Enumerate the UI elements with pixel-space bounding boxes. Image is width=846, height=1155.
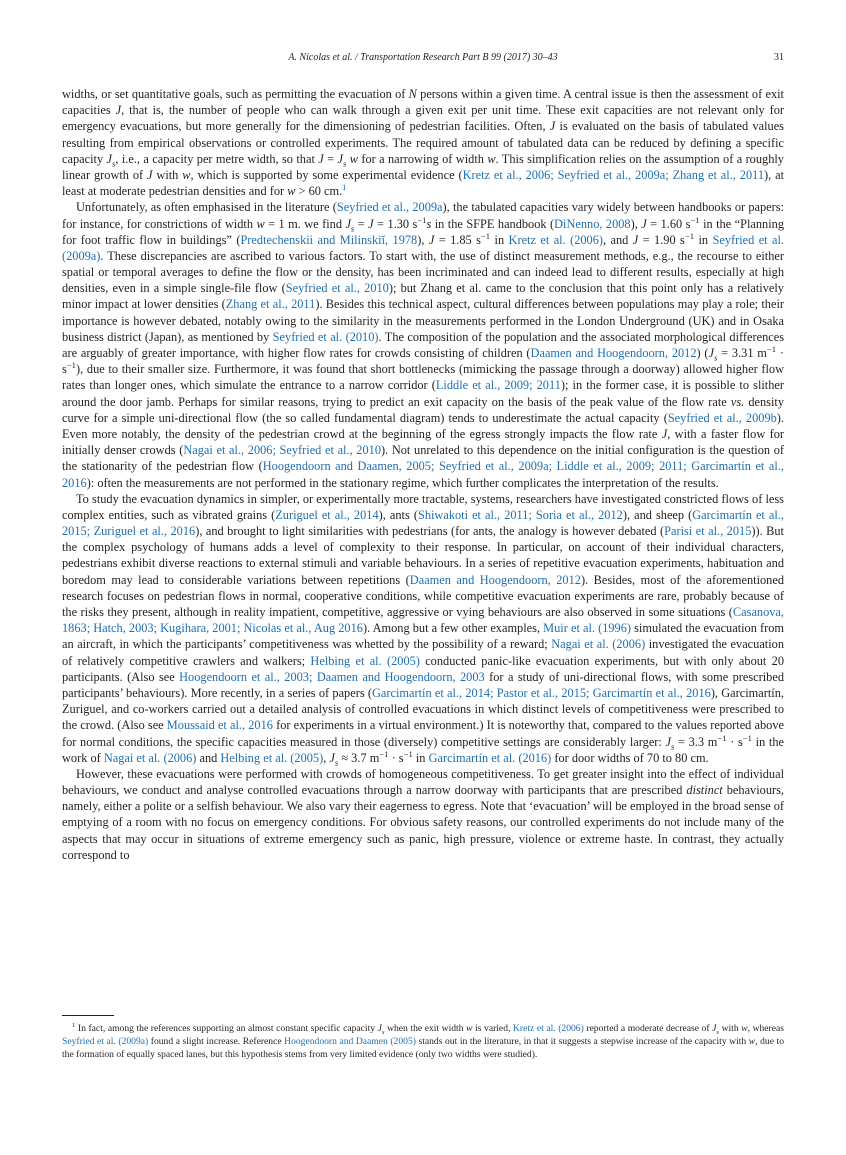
text-run: · s [62,346,784,377]
citation-link[interactable]: Helbing et al. (2005) [310,653,420,668]
text-run: ), and brought to light similarities with pedestrians (for ants, the analogy is however debated ( [195,524,665,539]
text-run: = 3.31 m [717,346,767,360]
text-run: . The composition of the population and the associated morphological differences are arguably of greater importance, with higher flow rates for crowds consisting of children ( [62,329,784,360]
italic-text: J [665,734,671,749]
text-run: ). Besides, most of the aforementioned research focuses on pedestrian flows in normal, cooperative conditions, while competitive evacuation experiments are rare, probably because of the risks they present, although in reality impatient, competitive, aggressive or vying behaviours are also observed in some situations ( [62,572,785,619]
superscript: −1 [717,732,727,743]
citation-link[interactable]: Seyfried et al. (2009a) [62,232,785,263]
italic-text: J [712,1023,717,1034]
italic-text: w [256,216,265,231]
text-run: ); but Zhang et al. came to the conclusion that this point only has a relatively minor impact at lower densities ( [62,281,784,312]
citation-link[interactable]: Daamen and Hoogendoorn, 2012 [409,572,581,587]
italic-text: J [632,232,639,247]
citation-link[interactable]: Daamen and Hoogendoorn, 2012 [530,346,697,360]
italic-text: s [334,757,339,768]
italic-text: s [670,740,675,751]
italic-text: s [350,222,355,233]
text-run: = 1.60 s [646,216,691,231]
paragraph [62,766,784,863]
citation-link[interactable]: Garcimartín et al., 2014; Pastor et al., 2015; Garcimartín et al., 2016 [372,685,711,700]
page-number: 31 [774,52,784,63]
text-run: in [694,232,713,247]
text-run: ). Even more notably, the density of the pedestrian crowd at the beginning of the egress strongly impacts the flow rate [62,410,784,441]
citation-link[interactable]: Hoogendoorn and Daamen (2005) [284,1036,416,1048]
text-run: for a narrowing of width [357,151,488,166]
paragraph [62,491,784,766]
superscript: −1 [66,360,76,371]
text-run: ), [417,232,429,247]
footnote-1 [62,1022,784,1061]
italic-text: J [337,151,343,166]
superscript: −1 [480,230,491,241]
citation-link[interactable]: Helbing et al. (2005) [220,750,324,765]
paragraph [62,199,784,490]
text-run: reported a moderate decrease of [583,1023,713,1034]
italic-text: w [182,167,191,182]
text-run: ), the tabulated capacities vary widely between handbooks or papers: for instance, for constrictions of width [62,200,785,231]
text-run: = 1.30 s [373,216,418,231]
text-run: = 1 m. we find [264,216,346,231]
text-run: ), [630,216,642,231]
citation-link[interactable]: Muir et al. (1996) [543,621,632,636]
text-run: ): often the measurements are not performed in the stationary regime, which further complicates the interpretation of the results. [86,475,719,490]
footnote-divider [62,1015,114,1016]
text-run: conducted panic-like evacuation experiments, but with only about 20 participants. (Also see [62,653,784,684]
italic-text: s [112,158,116,169]
text-run: ), and sheep ( [622,507,693,522]
citation-link[interactable]: Zhang et al., 2011 [225,297,316,312]
citation-link[interactable]: Shiwakoti et al., 2011; Soria et al., 2012 [417,507,623,522]
italic-text: distinct [686,783,723,798]
text-run: in the SFPE handbook ( [431,216,555,231]
text-run: in the work of [62,734,784,765]
italic-text: w [349,151,358,166]
text-run: ). Among but a few other examples, [362,621,544,636]
text-run: To study the evacuation dynamics in simpler, or experimentally more tractable, systems, researchers have investigated constricted flows of less complex entities, such as vibrated grains ( [62,491,784,522]
text-run: behaviours, namely, either a polite or a selfish behaviour. We also vary their eagerness to egress. Note that ‘evacuation’ will be employed in the broad sense of emptying of a room with no focus on emergency conditions. For obvious safety reasons, our controlled experiments do not include many of the aspects that may occur in situations of extreme emergency such as panic, high pressure, violence or extreme haste. In contrast, they actually correspond to [62,783,784,862]
paragraph [62,86,784,199]
citation-link[interactable]: Nagai et al. (2006) [103,750,197,765]
text-run: for experiments in a virtual environment.) It is noteworthy that, compared to the values reported above for normal conditions, the specific capacities measured in those (diversely) competitive settings are considerably larger: [62,718,784,749]
text-run: in [412,750,429,765]
superscript: −1 [684,230,695,241]
italic-text: w [487,151,496,166]
italic-text: s [714,352,718,363]
text-run: ), Garcimartín, Zuriguel, and co-workers carried out a detailed analysis of controlled evacuations in which distinct levels of competitiveness were prescribed to the crowd. (Also see [62,685,784,733]
text-run: , that is, the number of people who can walk through a given exit per unit time. These exit capacities are not relevant only for emergency evacuations, but more generally for the dimensioning of pedestrian facilities. Often, [62,103,785,134]
text-run: · s [726,734,743,749]
text-run: simulated the evacuation from an aircraft, in which the participants’ competitiveness was whetted by the possibility of a reward; [62,621,785,652]
text-run: stands out in the literature, in that it suggests a stepwise increase of the capacity with [415,1036,749,1048]
italic-text: vs. [730,394,745,409]
citation-link[interactable] [342,182,346,192]
italic-text: s [716,1028,719,1036]
text-run: , due to the formation of equally spaced lanes, but this hypothesis stems from very limited evidence (only two widths were studied). [62,1036,784,1061]
italic-text: s [381,1028,385,1036]
text-run: = 1.90 s [638,232,685,247]
text-run: , and [603,232,633,247]
text-run: )). But the complex psychology of humans adds a level of complexity to their response. In particular, on account of their individual characters, pedestrians exhibit diverse reactions to external stimuli and variable behaviours. In a series of repetitive evacuation experiments, habituation and boredom may lead to considerable variations between repetitions ( [62,524,784,587]
citation-link[interactable]: Seyfried et al., 2009a [336,200,443,215]
text-run: ), ants ( [378,507,418,522]
text-run: ). Besides this technical aspect, cultural differences between populations may play a role; their importance is however debated, notably owing to the similarity in the measurements performed in the London Underground (UK) and in Osaka business district (Japan), as mentioned by [62,297,784,344]
text-run: ) ( [696,346,709,360]
text-run: with [152,167,183,182]
text-run: is varied, [472,1023,513,1034]
superscript: 1 [72,1021,76,1029]
italic-text: J [318,151,324,166]
citation-link[interactable]: Seyfried et al. (2009a) [62,1036,149,1048]
citation-link[interactable]: Seyfried et al., 2010 [285,281,389,296]
running-header [62,52,784,68]
text-run: and [196,750,221,765]
text-run: with [719,1023,742,1034]
citation-link[interactable]: Garcimartín et al., 2015; Zuriguel et al., 2016 [62,507,784,539]
text-run: widths, or set quantitative goals, such as permitting the evacuation of [62,87,409,101]
citation-link[interactable]: Garcimartín et al. (2016) [428,750,552,765]
citation-link[interactable]: Moussaid et al., 2016 [166,718,273,733]
text-run: Unfortunately, as often emphasised in the literature ( [76,200,337,215]
text-run: > 60 cm. [295,184,343,199]
text-run: However, these evacuations were performed with crowds of homogeneous competitiveness. To get greater insight into the effect of individual behaviours, we conduct and analyse controlled evacuations through a narrow doorway with participants that are prescribed [62,766,784,798]
citation-link[interactable]: Parisi et al., 2015 [664,524,752,539]
italic-text: J [368,216,374,231]
italic-text: J [708,346,715,360]
text-run: investigated the evacuation of relatively competitive crawlers and walkers; [62,637,785,668]
citation-link[interactable]: Kretz et al. (2006) [508,232,604,247]
italic-text: J [106,151,112,166]
text-run: for door widths of 70 to 80 cm. [551,750,709,765]
italic-text: w [748,1036,756,1048]
text-run: ), at least at moderate pedestrian densities and for [62,167,785,199]
italic-text: s [342,158,347,169]
italic-text: J [115,103,122,118]
text-run: is evaluated on the basis of tabulated values resulting from empirical observations or controlled experiments. The required amount of tabulated data can be reduced by defining a specific capacity [62,119,784,166]
italic-text: J [661,426,668,441]
text-run: = [323,151,338,166]
text-run: in the “Planning for foot traffic flow in buildings” ( [62,216,784,247]
text-run: , which is supported by some experimental evidence ( [190,167,463,182]
text-run: · s [388,750,404,765]
text-run: ); in the former case, it is possible to slither around the door jamb. Perhaps for similar reasons, trying to predict an exit capacity on the basis of the peak value of the flow rate [62,378,784,409]
citation-link[interactable]: Liddle et al., 2009; 2011 [435,378,561,393]
citation-link[interactable]: Seyfried et al., 2009b [667,410,777,425]
italic-text: J [329,750,335,765]
text-run: when the exit width [384,1023,467,1034]
italic-text: s [426,216,432,231]
text-run: In fact, among the references supporting an almost constant specific capacity [75,1023,378,1034]
citation-link[interactable]: Hoogendoorn et al., 2003; Daamen and Hoogendoorn, 2003 [179,669,485,684]
text-run: ), due to their smaller size. Furthermore, it was found that short bottlenecks (mimicking the passage through a doorway) allowed higher flow rates than longer ones, which simulate the entrance to a narrow corridor ( [62,362,784,393]
text-run: , with a faster flow for initially denser crowds ( [62,426,784,458]
superscript: −1 [742,732,752,743]
citation-link[interactable]: 1 [342,182,347,193]
superscript: −1 [403,748,413,759]
citation-link[interactable]: Kretz et al. (2006) [512,1023,584,1034]
article-body [62,86,784,863]
citation-link[interactable]: Predtechenskii and Milinskiĭ, 1978 [240,232,418,247]
text-run: persons within a given time. A central issue is then the assessment of exit capacities [62,87,784,118]
italic-text: N [408,87,417,101]
superscript: −1 [417,214,427,225]
citation-link[interactable]: Seyfried et al. (2010) [272,329,379,344]
italic-text: J [377,1023,382,1034]
text-run: ≈ 3.7 m [338,750,380,765]
text-run: for a study of uni-directional flows, with some prescribed participants’ behaviours). More recently, in a series of papers ( [62,669,785,700]
text-run: = 3.3 m [674,734,718,749]
text-run: , [323,750,330,765]
citation-link[interactable]: Kretz et al., 2006; Seyfried et al., 2009a; Zhang et al., 2011 [462,167,765,182]
italic-text: J [549,119,556,134]
italic-text: w [287,184,296,199]
italic-text: J [641,216,647,231]
italic-text: J [147,167,153,182]
text-run: = [354,216,369,231]
superscript: −1 [379,748,389,759]
text-run: , whereas [747,1023,785,1034]
citation-link[interactable]: Casanova, 1863; Hatch, 2003; Kugihara, 2001; Nicolas et al., Aug 2016 [62,605,784,636]
superscript: −1 [690,214,700,225]
text-run: . These discrepancies are ascribed to various factors. To start with, the use of distinct measurement methods, e.g., the recourse to either spatial or temporal averages to define the flow or the density, has been incriminated and can indeed lead to different results, especially at high densities, even in a simple single-file flow ( [62,248,784,296]
citation-link[interactable]: Nagai et al. (2006) [551,637,646,652]
text-run: , i.e., a capacity per metre width, so that [115,151,319,166]
text-run: density curve for a simple uni-directional flow (the so called fundamental diagram) tends to underestimate the actual capacity ( [62,394,784,425]
text-run: ). Not unrelated to this dependence on the initial configuration is the question of the stationarity of the pedestrian flow ( [62,443,784,474]
text-run: . This simplification relies on the assumption of a roughly linear growth of [62,151,784,182]
citation-link[interactable]: Zuriguel et al., 2014 [275,507,379,522]
citation-link[interactable]: DiNenno, 2008 [554,216,631,231]
text-run: = 1.85 s [434,232,481,247]
italic-text: w [741,1023,748,1034]
italic-text: w [466,1023,473,1034]
italic-text: J [428,232,435,247]
text-run: in [490,232,509,247]
citation-link[interactable]: Nagai et al., 2006; Seyfried et al., 2010 [183,443,381,458]
italic-text: J [345,216,351,231]
superscript: −1 [766,343,777,354]
text-run: found a slight increase. Reference [148,1036,285,1048]
journal-reference: A. Nicolas et al. / Transportation Research Part B 99 (2017) 30–43 [288,52,558,63]
citation-link[interactable]: Hoogendoorn and Daamen, 2005; Seyfried et al., 2009a; Liddle et al., 2009; 2011; Garcimartín et al., 2016 [62,459,784,490]
